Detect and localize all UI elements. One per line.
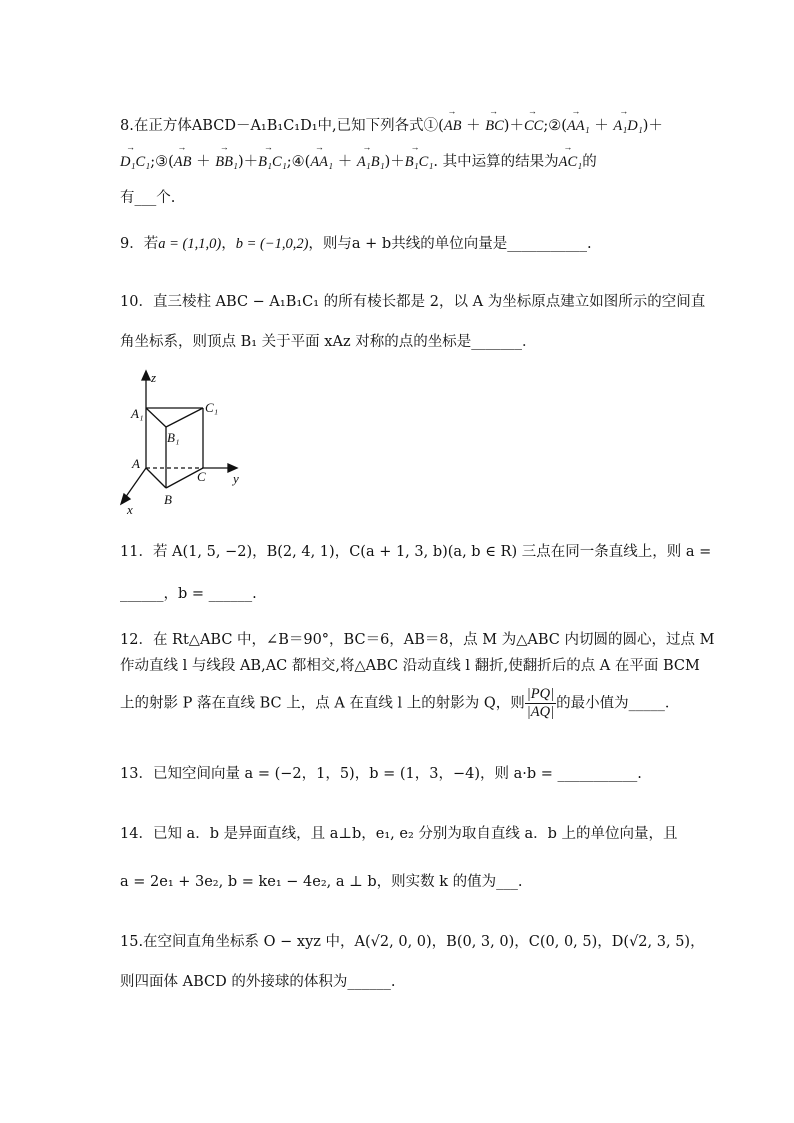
q9-vector-b: b = (−1,0,2) bbox=[235, 236, 309, 252]
label-y: y bbox=[233, 471, 239, 486]
q8-close3: )＋ bbox=[237, 154, 259, 170]
q14-line1: 14．已知 a．b 是异面直线，且 a⊥b，e₁, e₂ 分别为取自直线 a．b 上的单位向量，且 bbox=[120, 826, 678, 842]
vec-A1D1: → A₁D₁ bbox=[613, 118, 642, 135]
q8-close2: )＋ bbox=[642, 118, 663, 134]
q8-tail: . 其中运算的结果为 bbox=[433, 154, 559, 170]
vec-AB-2: → AB bbox=[174, 154, 192, 171]
prism-figure bbox=[115, 368, 255, 518]
q8-prefix: 8.在正方体ABCD－A₁B₁C₁D₁中,已知下列各式①( bbox=[120, 118, 444, 134]
q12-line3 bbox=[120, 686, 679, 721]
q15-line2: 则四面体 ABCD 的外接球的体积为______. bbox=[120, 974, 396, 990]
edge-AB bbox=[146, 468, 166, 488]
q8-part3: ;③( bbox=[150, 154, 174, 170]
q10-line2: 角坐标系，则顶点 B₁ 关于平面 xAz 对称的点的坐标是_______． bbox=[120, 334, 537, 350]
vec-AB: → AB bbox=[444, 118, 462, 135]
vec-AC1: → AC₁ bbox=[559, 154, 583, 171]
q12-line3-pre: 上的射影 P 落在直线 BC 上，点 A 在直线 l 上的射影为 Q，则 bbox=[120, 695, 525, 712]
q8-line1: 8.在正方体ABCD－A₁B₁C₁D₁中,已知下列各式①(→ AB ＋ → BC)＋→ CC;②(→ AA₁ ＋ → A₁D₁)＋ bbox=[120, 114, 663, 135]
label-C1: C₁ bbox=[205, 400, 219, 415]
vec-AA1-2: → AA₁ bbox=[310, 154, 333, 171]
q9-prefix: 9．若 bbox=[120, 236, 159, 252]
q8-part4: ;④( bbox=[286, 154, 311, 170]
vec-A1B1: → A₁B₁ bbox=[357, 154, 385, 171]
q8-sep2: ;②( bbox=[543, 118, 567, 134]
vec-AA1: → AA₁ bbox=[567, 118, 590, 135]
label-A: A bbox=[132, 456, 140, 471]
edge-A1B1 bbox=[146, 408, 166, 427]
vec-CC: → CC bbox=[524, 118, 543, 135]
z-axis-arrow bbox=[142, 371, 150, 380]
q13: 13．已知空间向量 a = (−2，1，5)，b = (1，3，−4)，则 a·b = ___________. bbox=[120, 766, 642, 782]
q10-line1: 10．直三棱柱 ABC − A₁B₁C₁ 的所有棱长都是 2，以 A 为坐标原点建立如图所示的空间直 bbox=[120, 294, 706, 310]
vec-B1C1: → B₁C₁ bbox=[258, 154, 287, 171]
q11-line2: ______，b = ______. bbox=[120, 586, 257, 602]
fraction-numerator: |PQ| bbox=[526, 686, 555, 702]
q9: 9．若a = (1,1,0)，b = (−1,0,2)，则与a + b共线的单位向量是___________. bbox=[120, 236, 592, 252]
q15-line1: 15.在空间直角坐标系 O − xyz 中，A(√2, 0, 0)，B(0, 3, 0)，C(0, 0, 5)，D(√2, 3, 5)， bbox=[120, 934, 705, 950]
q14-line2: a = 2e₁ + 3e₂, b = ke₁ − 4e₂, a ⊥ b，则实数 k 的值为___. bbox=[120, 874, 523, 890]
q9-text: ，则与a + b共线的单位向量是___________. bbox=[308, 236, 592, 252]
label-B: B bbox=[164, 492, 172, 507]
q12-line3-post: 的最小值为_____． bbox=[556, 695, 680, 712]
q9-vector-a: a = (1,1,0) bbox=[158, 236, 222, 252]
vec-D1C1: → D₁C₁ bbox=[120, 154, 150, 171]
label-C: C bbox=[197, 469, 206, 484]
q8-line3: 有___个. bbox=[120, 190, 176, 206]
label-B1: B₁ bbox=[167, 430, 180, 445]
q8-sep1: )＋ bbox=[503, 118, 524, 134]
label-x: x bbox=[127, 502, 133, 517]
vec-B1C1-2: → B₁C₁ bbox=[405, 154, 434, 171]
q11-line1: 11．若 A(1, 5, −2)，B(2, 4, 1)，C(a + 1, 3, b)(a, b ∈ R) 三点在同一条直线上，则 a = bbox=[120, 544, 712, 560]
q12-line2: 作动直线 l 与线段 AB,AC 都相交,将△ABC 沿动直线 l 翻折,使翻折后的点 A 在平面 BCM bbox=[120, 658, 700, 674]
q12-line1: 12．在 Rt△ABC 中，∠B＝90°，BC＝6，AB＝8，点 M 为△ABC 内切圆的圆心，过点 M bbox=[120, 632, 715, 648]
q8-close4: )＋ bbox=[384, 154, 405, 170]
q8-de: 的 bbox=[582, 154, 597, 170]
label-z: z bbox=[151, 370, 157, 385]
q8-line2: → D₁C₁;③(→ AB ＋ → BB₁)＋→ B₁C₁;④(→ AA₁ ＋ → A₁B₁)＋→ B₁C₁. 其中运算的结果为→ AC₁的 bbox=[120, 150, 597, 171]
label-A1: A₁ bbox=[131, 406, 144, 421]
edge-B1C1 bbox=[166, 408, 203, 427]
vec-BB1: → BB₁ bbox=[215, 154, 238, 171]
x-axis bbox=[125, 468, 146, 498]
q12-fraction bbox=[525, 686, 556, 721]
vec-BC: → BC bbox=[485, 118, 504, 135]
fraction-denominator: |AQ| bbox=[526, 704, 555, 720]
